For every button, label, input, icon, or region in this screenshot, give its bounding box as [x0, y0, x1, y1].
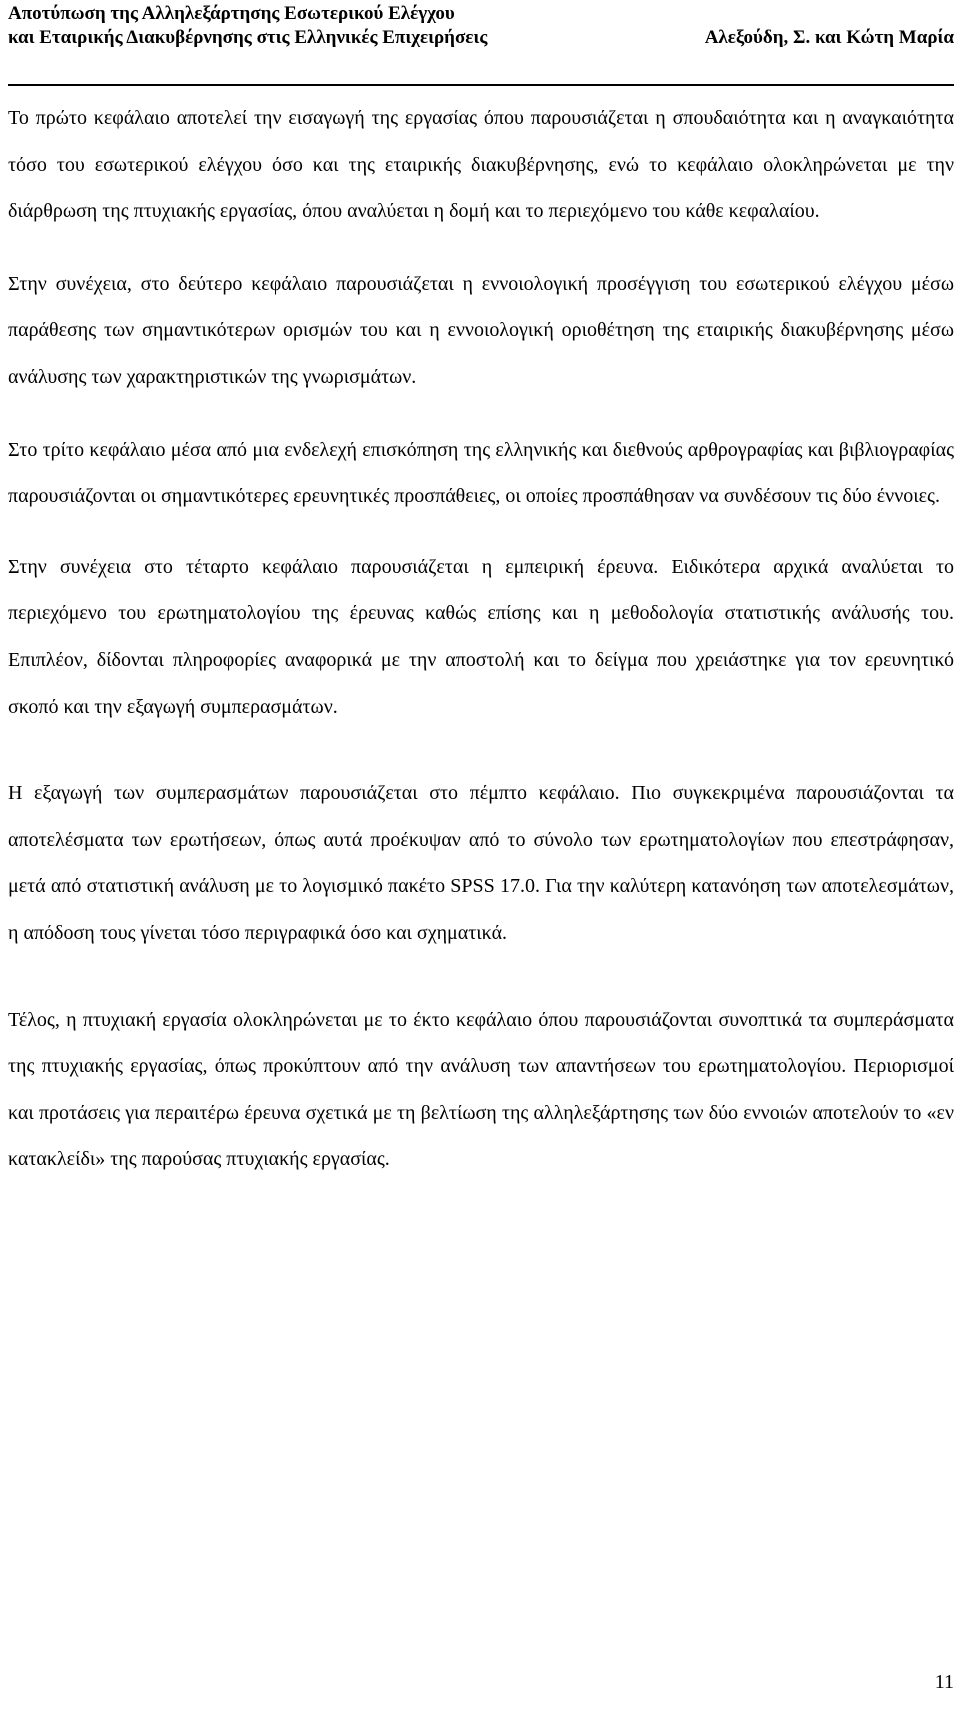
document-body: [8, 95, 954, 1183]
page-number: 11: [934, 1671, 954, 1693]
paragraph-chapter-6: Τέλος, η πτυχιακή εργασία ολοκληρώνεται με το έκτο κεφάλαιο όπου παρουσιάζονται συνοπτικά τα συμπεράσματα της πτυχιακής εργασίας, όπως προκύπτουν από την ανάλυση των απαντήσεων του ερωτηματολογίου. Περιορισμοί και προτάσεις για περαιτέρω έρευνα σχετικά με τη βελτίωση της αλληλεξάρτησης των δύο εννοιών αποτελούν το «εν κατακλείδι» της παρούσας πτυχιακής εργασίας.: [8, 1008, 954, 1171]
header-authors: Αλεξούδη, Σ. και Κώτη Μαρία: [704, 27, 954, 48]
paragraph-chapter-5: Η εξαγωγή των συμπερασμάτων παρουσιάζεται στο πέμπτο κεφάλαιο. Πιο συγκεκριμένα παρουσιάζονται τα αποτελέσματα των ερωτήσεων, όπως αυτά προέκυψαν από το σύνολο των ερωτηματολογίων που επεστράφησαν, μετά από στατιστική ανάλυση με το λογισμικό πακέτο SPSS 17.0. Για την καλύτερη κατανόηση των αποτελεσμάτων, η απόδοση τους γίνεται τόσο περιγραφικά όσο και σχηματικά.: [8, 782, 954, 944]
header-title: [8, 2, 487, 50]
paragraph-chapter-4: Στην συνέχεια στο τέταρτο κεφάλαιο παρουσιάζεται η εμπειρική έρευνα. Ειδικότερα αρχικά αναλύεται το περιεχόμενο του ερωτηματολογίου της έρευνας καθώς επίσης και η μεθοδολογία στατιστικής ανάλυσής του. Επιπλέον, δίδονται πληροφορίες αναφορικά με την αποστολή και το δείγμα που χρειάστηκε για τον ερευνητικό σκοπό και την εξαγωγή συμπερασμάτων.: [8, 555, 954, 718]
header-title-line-2: και Εταιρικής Διακυβέρνησης στις Ελληνικές Επιχειρήσεις: [8, 27, 488, 48]
header-title-line-1: Αποτύπωση της Αλληλεξάρτησης Εσωτερικού Ελέγχου: [8, 3, 455, 24]
paragraph-chapter-3: Στο τρίτο κεφάλαιο μέσα από μια ενδελεχή επισκόπηση της ελληνικής και διεθνούς αρθρογραφίας και βιβλιογραφίας παρουσιάζονται οι σημαντικότερες ερευνητικές προσπάθειες, οι οποίες προσπάθησαν να συνδέσουν τις δύο έννοιες.: [8, 438, 954, 508]
running-header: [8, 0, 954, 86]
paragraph-chapter-2: Στην συνέχεια, στο δεύτερο κεφάλαιο παρουσιάζεται η εννοιολογική προσέγγιση του εσωτερικού ελέγχου μέσω παράθεσης των σημαντικότερων ορισμών του και η εννοιολογική οριοθέτηση της εταιρικής διακυβέρνησης μέσω ανάλυσης των χαρακτηριστικών της γνωρισμάτων.: [8, 272, 954, 388]
paragraph-chapter-1: Το πρώτο κεφάλαιο αποτελεί την εισαγωγή της εργασίας όπου παρουσιάζεται η σπουδαιότητα και η αναγκαιότητα τόσο του εσωτερικού ελέγχου όσο και της εταιρικής διακυβέρνησης, ενώ το κεφάλαιο ολοκληρώνεται με την διάρθρωση της πτυχιακής εργασίας, όπου αναλύεται η δομή και το περιεχόμενο του κάθε κεφαλαίου.: [8, 107, 954, 223]
